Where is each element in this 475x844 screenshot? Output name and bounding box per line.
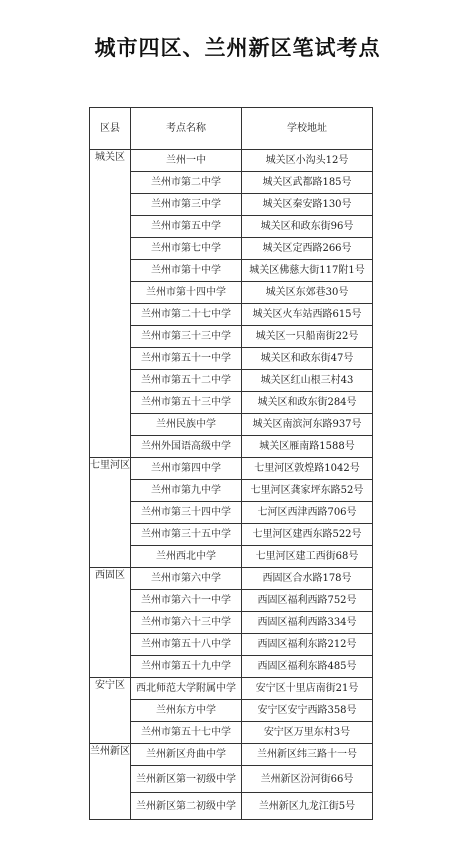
table-row [90,238,373,260]
site-name-cell: 西北师范大学附属中学 [131,678,242,700]
table-row [90,216,373,238]
address-cell: 安宁区万里东村3号 [242,722,373,744]
site-name-cell: 兰州市第五十二中学 [131,370,242,392]
table-row [90,546,373,568]
table-row [90,722,373,744]
address-cell: 城关区秦安路130号 [242,194,373,216]
table-row [90,282,373,304]
table-row [90,612,373,634]
address-cell: 七里河区建工西街68号 [242,546,373,568]
address-cell: 西固区福利西路334号 [242,612,373,634]
address-cell: 安宁区十里店南街21号 [242,678,373,700]
site-name-cell: 兰州市第三十四中学 [131,502,242,524]
site-name-cell: 兰州市第九中学 [131,480,242,502]
table-row [90,436,373,458]
table-row [90,194,373,216]
site-name-cell: 兰州市第十中学 [131,260,242,282]
address-cell: 兰州新区九龙江街5号 [242,793,373,820]
site-name-cell: 兰州市第五中学 [131,216,242,238]
address-cell: 城关区红山根三村43 [242,370,373,392]
site-name-cell: 兰州市第五十八中学 [131,634,242,656]
table-row [90,744,373,766]
district-cell: 城关区 [90,150,131,458]
site-name-cell: 兰州市第六十一中学 [131,590,242,612]
header-district: 区县 [90,108,131,150]
address-cell: 兰州新区纬三路十一号 [242,744,373,766]
header-address: 学校地址 [242,108,373,150]
site-name-cell: 兰州市第二十七中学 [131,304,242,326]
site-name-cell: 兰州市第七中学 [131,238,242,260]
site-name-cell: 兰州新区第二初级中学 [131,793,242,820]
table-row [90,524,373,546]
table-row [90,634,373,656]
table-row [90,480,373,502]
site-name-cell: 兰州一中 [131,150,242,172]
address-cell: 安宁区安宁西路358号 [242,700,373,722]
table-row [90,568,373,590]
table-header-row [90,108,373,150]
table-row [90,348,373,370]
address-cell: 城关区一只船南街22号 [242,326,373,348]
address-cell: 城关区定西路266号 [242,238,373,260]
table-row [90,678,373,700]
site-name-cell: 兰州市第三十五中学 [131,524,242,546]
site-name-cell: 兰州市第十四中学 [131,282,242,304]
exam-sites-table [89,107,373,820]
table-row [90,656,373,678]
table-row [90,172,373,194]
address-cell: 城关区火车站西路615号 [242,304,373,326]
site-name-cell: 兰州东方中学 [131,700,242,722]
site-name-cell: 兰州市第五十七中学 [131,722,242,744]
address-cell: 城关区雁南路1588号 [242,436,373,458]
district-cell: 七里河区 [90,458,131,568]
district-cell: 西固区 [90,568,131,678]
table-row [90,458,373,480]
address-cell: 七河区西津西路706号 [242,502,373,524]
table-row [90,700,373,722]
site-name-cell: 兰州市第六十三中学 [131,612,242,634]
document-title: 城市四区、兰州新区笔试考点 [94,36,381,60]
header-site-name: 考点名称 [131,108,242,150]
address-cell: 城关区佛慈大街117附1号 [242,260,373,282]
address-cell: 城关区和政东街96号 [242,216,373,238]
address-cell: 西固区福利东路212号 [242,634,373,656]
address-cell: 城关区东郊巷30号 [242,282,373,304]
district-cell: 安宁区 [90,678,131,744]
site-name-cell: 兰州市第六中学 [131,568,242,590]
address-cell: 西固区福利东路485号 [242,656,373,678]
site-name-cell: 兰州西北中学 [131,546,242,568]
table-row [90,370,373,392]
address-cell: 城关区南滨河东路937号 [242,414,373,436]
table-row [90,150,373,172]
table-row [90,590,373,612]
table-row [90,392,373,414]
address-cell: 城关区和政东街47号 [242,348,373,370]
address-cell: 西固区合水路178号 [242,568,373,590]
site-name-cell: 兰州民族中学 [131,414,242,436]
site-name-cell: 兰州市第五十九中学 [131,656,242,678]
table-body [90,150,373,820]
site-name-cell: 兰州市第三中学 [131,194,242,216]
table-row [90,326,373,348]
district-cell: 兰州新区 [90,744,131,820]
address-cell: 兰州新区汾河街66号 [242,766,373,793]
address-cell: 七里河区敦煌路1042号 [242,458,373,480]
site-name-cell: 兰州市第三十三中学 [131,326,242,348]
site-name-cell: 兰州新区舟曲中学 [131,744,242,766]
site-name-cell: 兰州市第五十一中学 [131,348,242,370]
address-cell: 城关区小沟头12号 [242,150,373,172]
table-row [90,502,373,524]
table-row [90,260,373,282]
table-row [90,304,373,326]
site-name-cell: 兰州市第四中学 [131,458,242,480]
address-cell: 七里河区建西东路522号 [242,524,373,546]
address-cell: 七里河区龚家坪东路52号 [242,480,373,502]
site-name-cell: 兰州市第二中学 [131,172,242,194]
address-cell: 西固区福利西路752号 [242,590,373,612]
site-name-cell: 兰州外国语高级中学 [131,436,242,458]
address-cell: 城关区武都路185号 [242,172,373,194]
site-name-cell: 兰州新区第一初级中学 [131,766,242,793]
table-row [90,414,373,436]
site-name-cell: 兰州市第五十三中学 [131,392,242,414]
address-cell: 城关区和政东街284号 [242,392,373,414]
table-row [90,793,373,820]
table-row [90,766,373,793]
